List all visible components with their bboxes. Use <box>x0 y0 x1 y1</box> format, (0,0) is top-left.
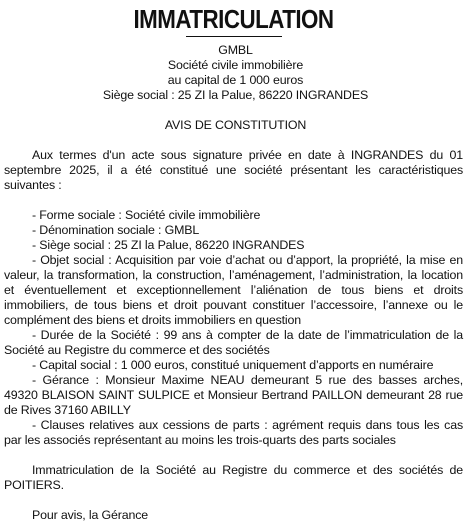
company-header <box>8 43 463 103</box>
characteristics-list <box>4 208 463 448</box>
notice-heading: AVIS DE CONSTITUTION <box>164 118 307 132</box>
list-item: - Siège social : 25 ZI la Palue, 86220 INGRANDES <box>32 238 305 252</box>
signature: Pour avis, la Gérance <box>32 508 148 522</box>
company-capital: au capital de 1 000 euros <box>167 73 304 87</box>
list-item: - Dénomination sociale : GMBL <box>32 223 200 237</box>
list-item: - Gérance : Monsieur Maxime NEAU demeurant 5 rue des basses arches, 49320 BLAISON SAINT SULPICE et Monsieur Bertrand PAILLON demeurant 28 rue de Rives 37160 ABILLY <box>4 373 463 417</box>
list-item: - Capital social : 1 000 euros, constitué uniquement d’apports en numéraire <box>32 358 434 372</box>
list-item: - Durée de la Société : 99 ans à compter de la date de l’immatriculation de la Société au Registre du commerce et des sociétés <box>4 328 463 357</box>
company-name: GMBL <box>218 43 253 57</box>
list-item: - Objet social : Acquisition par voie d’achat ou d’apport, la propriété, la mise en valeur, la transformation, la construction, l’aménagement, l’administration, la location et éventuellement et exceptionnellement l’aliénation de tous biens et droits immobiliers, de tous biens et droit pouvant constituer l’accessoire, l’annexe ou le complément des biens et droits immobiliers en question <box>4 253 463 327</box>
list-item: - Forme sociale : Société civile immobilière <box>32 208 261 222</box>
intro-paragraph: Aux termes d'un acte sous signature privée en date à INGRANDES du 01 septembre 2025, il a été constitué une société présentant les caractéristiques suivantes : <box>4 148 463 192</box>
company-type: Société civile immobilière <box>167 58 304 72</box>
title-divider <box>186 36 282 37</box>
company-siege: Siège social : 25 ZI la Palue, 86220 INGRANDES <box>102 88 369 102</box>
notice-title: IMMATRICULATION <box>133 4 334 34</box>
registration-paragraph: Immatriculation de la Société au Registre du commerce et des sociétés de POITIERS. <box>4 463 463 492</box>
list-item: - Clauses relatives aux cessions de parts : agrément requis dans tous les cas par les associés représentant au moins les trois-quarts des parts sociales <box>4 418 463 447</box>
